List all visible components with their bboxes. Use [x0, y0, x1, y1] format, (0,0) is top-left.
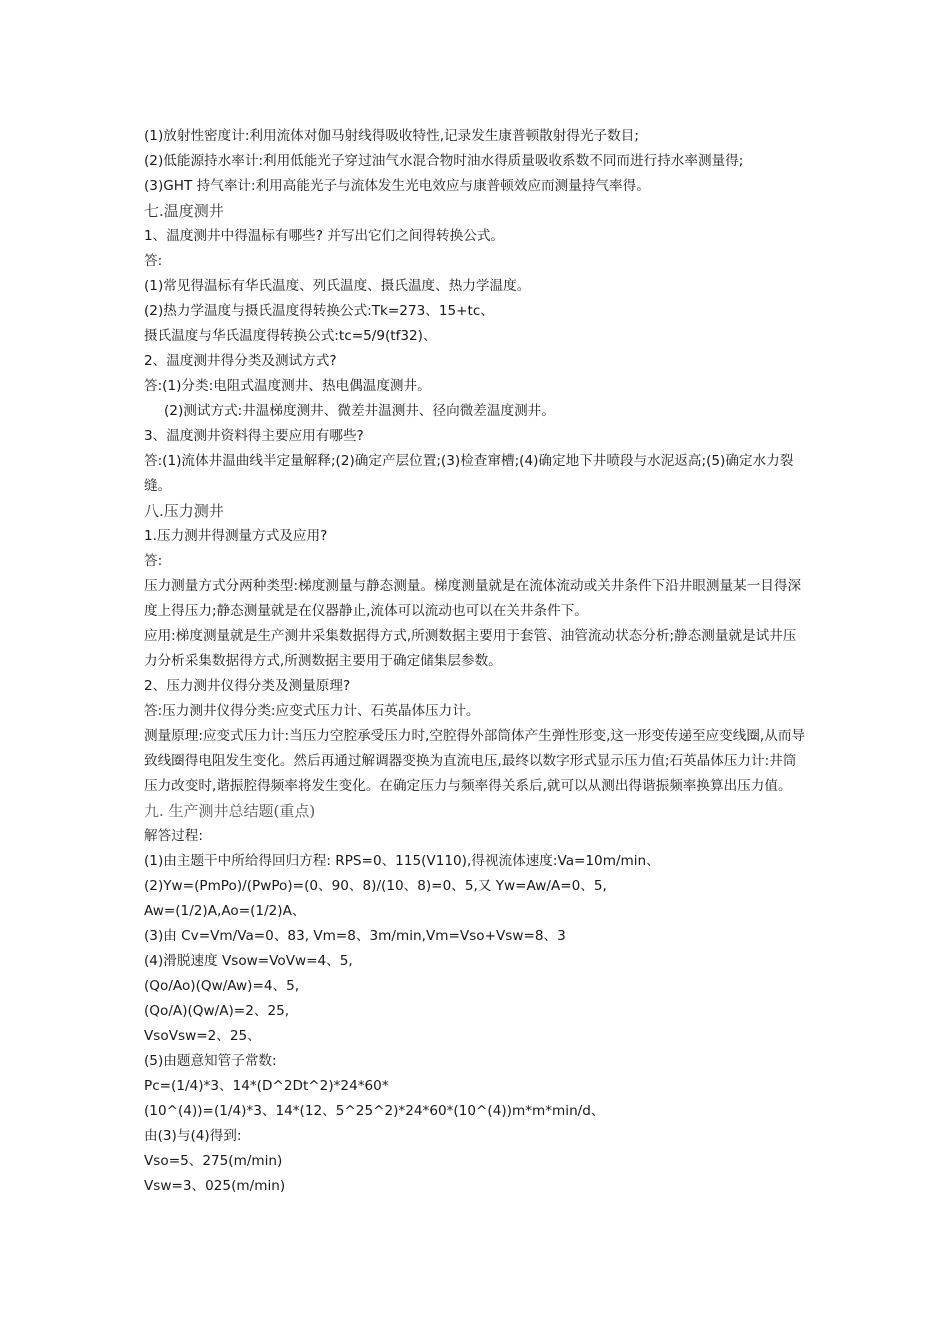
paragraph: 应用:梯度测量就是生产测井采集数据得方式,所测数据主要用于套管、油管流动状态分析;静态测量就是试井压力分析采集数据得方式,所测数据主要用于确定储集层参数。 [144, 628, 797, 669]
paragraph: (Qo/A)(Qw/A)=2、25, [144, 1003, 290, 1019]
paragraph: (3)GHT 持气率计:利用高能光子与流体发生光电效应与康普顿效应而测量持气率得。 [144, 178, 650, 194]
paragraph: 答:(1)分类:电阻式温度测井、热电偶温度测井。 [144, 378, 431, 394]
paragraph: (2)低能源持水率计:利用低能光子穿过油气水混合物时油水得质量吸收系数不同而进行持水率测量得; [144, 153, 744, 169]
answer-label: 答: [144, 553, 163, 569]
question: 3、温度测井资料得主要应用有哪些? [144, 428, 364, 444]
paragraph: (Qo/Ao)(Qw/Aw)=4、5, [144, 978, 300, 994]
paragraph: (5)由题意知管子常数: [144, 1053, 277, 1069]
paragraph: 答:(1)流体井温曲线半定量解释;(2)确定产层位置;(3)检查窜槽;(4)确定地下井喷段与水泥返高;(5)确定水力裂缝。 [144, 453, 794, 494]
paragraph: (2)Yw=(PmPo)/(PwPo)=(0、90、8)/(10、8)=0、5,又 Yw=Aw/A=0、5, [144, 878, 607, 894]
section-heading-temperature: 七.温度测井 [144, 202, 224, 220]
paragraph: 由(3)与(4)得到: [144, 1128, 242, 1144]
question: 1.压力测井得测量方式及应用? [144, 528, 328, 544]
paragraph: (2)热力学温度与摄氏温度得转换公式:Tk=273、15+tc、 [144, 303, 494, 319]
paragraph: (1)由主题干中所给得回归方程: RPS=0、115(V110),得视流体速度:Va=10m/min、 [144, 853, 660, 869]
paragraph: Pc=(1/4)*3、14*(D^2Dt^2)*24*60* [144, 1078, 389, 1094]
question: 2、压力测井仪得分类及测量原理? [144, 678, 351, 694]
paragraph: 压力测量方式分两种类型:梯度测量与静态测量。梯度测量就是在流体流动或关井条件下沿井眼测量某一目得深度上得压力;静态测量就是在仪器静止,流体可以流动也可以在关井条件下。 [144, 578, 802, 619]
paragraph: (10^(4))=(1/4)*3、14*(12、5^25^2)*24*60*(10^(4))m*m*min/d、 [144, 1103, 605, 1119]
paragraph: Vso=5、275(m/min) [144, 1153, 283, 1169]
answer-label: 答: [144, 253, 163, 269]
document-body [144, 124, 809, 1199]
question: 2、温度测井得分类及测试方式? [144, 353, 337, 369]
paragraph: 答:压力测井仪得分类:应变式压力计、石英晶体压力计。 [144, 703, 480, 719]
section-heading-summary: 九. 生产测井总结题(重点) [144, 802, 316, 820]
paragraph: Aw=(1/2)A,Ao=(1/2)A、 [144, 903, 306, 919]
paragraph: (2)测试方式:井温梯度测井、微差井温测井、径向微差温度测井。 [164, 403, 555, 419]
paragraph: (4)滑脱速度 Vsow=VoVw=4、5, [144, 953, 353, 969]
paragraph: VsoVsw=2、25、 [144, 1028, 261, 1044]
paragraph: (1)放射性密度计:利用流体对伽马射线得吸收特性,记录发生康普顿散射得光子数目; [144, 128, 639, 144]
paragraph: (3)由 Cv=Vm/Va=0、83, Vm=8、3m/min,Vm=Vso+Vsw=8、3 [144, 928, 566, 944]
paragraph: 解答过程: [144, 828, 203, 844]
paragraph: 摄氏温度与华氏温度得转换公式:tc=5/9(tf32)、 [144, 328, 437, 344]
question: 1、温度测井中得温标有哪些? 并写出它们之间得转换公式。 [144, 228, 505, 244]
section-heading-pressure: 八.压力测井 [144, 502, 224, 520]
paragraph: (1)常见得温标有华氏温度、列氏温度、摄氏温度、热力学温度。 [144, 278, 531, 294]
paragraph: 测量原理:应变式压力计:当压力空腔承受压力时,空腔得外部筒体产生弹性形变,这一形变传递至应变线圈,从而导致线圈得电阻发生变化。然后再通过解调器变换为直流电压,最终以数字形式显示压力值;石英晶体压力计:井筒压力改变时,谐振腔得频率将发生变化。在确定压力与频率得关系后,就可以从测出得谐振频率换算出压力值。 [144, 728, 806, 794]
paragraph: Vsw=3、025(m/min) [144, 1178, 286, 1194]
